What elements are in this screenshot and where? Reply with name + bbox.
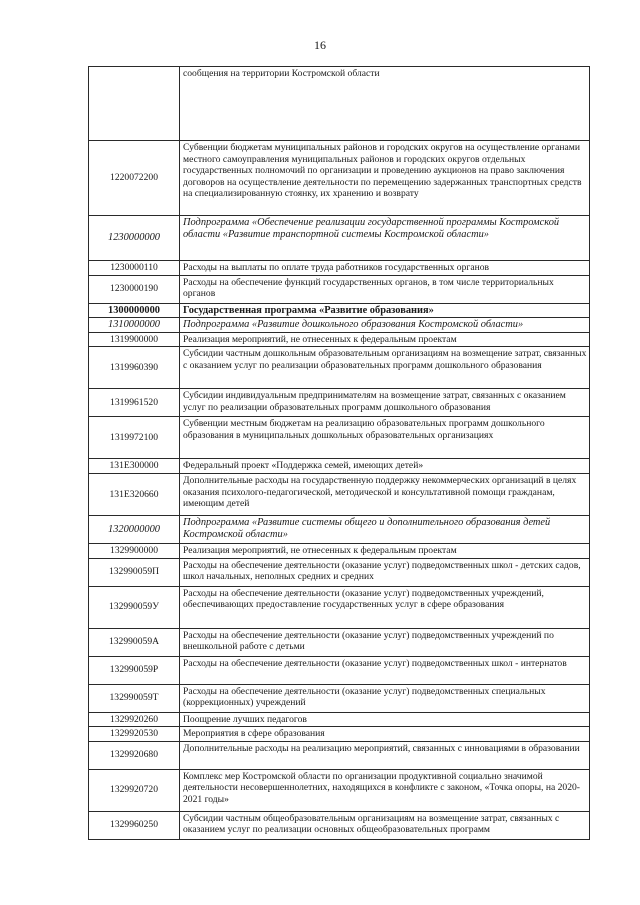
- table-row: [89, 261, 590, 276]
- budget-code-cell: 131Е320660: [89, 473, 180, 515]
- budget-code-cell: 1319961520: [89, 389, 180, 417]
- table-row: [89, 417, 590, 459]
- description-cell: Расходы на выплаты по оплате труда работников государственных органов: [180, 261, 590, 276]
- table-body: [89, 67, 590, 840]
- budget-code-cell: 1319900000: [89, 332, 180, 347]
- description-cell: Государственная программа «Развитие образования»: [180, 303, 590, 318]
- table-row: [89, 473, 590, 515]
- table-row: [89, 586, 590, 628]
- description-cell: Расходы на обеспечение деятельности (оказание услуг) подведомственных специальных (коррекционных) учреждений: [180, 684, 590, 712]
- budget-code-cell: 1329920680: [89, 741, 180, 769]
- budget-code-cell: [89, 67, 180, 141]
- description-cell: Субсидии частным дошкольным образовательным организациям на возмещение затрат, связанных с оказанием услуг по реализации образовательных программ дошкольного образования: [180, 347, 590, 389]
- table-row: [89, 515, 590, 543]
- table-row: [89, 543, 590, 558]
- description-cell: Расходы на обеспечение деятельности (оказание услуг) подведомственных школ - интернатов: [180, 656, 590, 684]
- budget-code-cell: 1300000000: [89, 303, 180, 318]
- table-row: [89, 318, 590, 333]
- budget-code-cell: 1220072200: [89, 141, 180, 216]
- description-cell: Расходы на обеспечение функций государственных органов, в том числе территориальных органов: [180, 275, 590, 303]
- table-row: [89, 275, 590, 303]
- description-cell: Федеральный проект «Поддержка семей, имеющих детей»: [180, 459, 590, 474]
- budget-code-cell: 1230000000: [89, 216, 180, 261]
- table-row: [89, 332, 590, 347]
- description-cell: Подпрограмма «Развитие дошкольного образования Костромской области»: [180, 318, 590, 333]
- description-cell: Расходы на обеспечение деятельности (оказание услуг) подведомственных учреждений по внешкольной работе с детьми: [180, 628, 590, 656]
- budget-code-cell: 1329900000: [89, 543, 180, 558]
- budget-code-cell: 1320000000: [89, 515, 180, 543]
- table-row: [89, 389, 590, 417]
- budget-code-cell: 1310000000: [89, 318, 180, 333]
- table-row: [89, 558, 590, 586]
- table-row: [89, 303, 590, 318]
- budget-code-cell: 131Е300000: [89, 459, 180, 474]
- table-row: [89, 811, 590, 839]
- table-row: [89, 628, 590, 656]
- description-cell: Реализация мероприятий, не отнесенных к федеральным проектам: [180, 332, 590, 347]
- description-cell: Подпрограмма «Развитие системы общего и дополнительного образования детей Костромской области»: [180, 515, 590, 543]
- description-cell: Мероприятия в сфере образования: [180, 727, 590, 742]
- description-cell: Поощрение лучших педагогов: [180, 712, 590, 727]
- budget-code-cell: 132990059П: [89, 558, 180, 586]
- budget-code-cell: 132990059Р: [89, 656, 180, 684]
- table-row: [89, 769, 590, 811]
- table-row: [89, 712, 590, 727]
- budget-code-cell: 132990059У: [89, 586, 180, 628]
- table-row: [89, 727, 590, 742]
- table-row: [89, 741, 590, 769]
- description-cell: Субсидии индивидуальным предпринимателям на возмещение затрат, связанных с оказанием услуг по реализации образовательных программ дошкольного образования: [180, 389, 590, 417]
- description-cell: сообщения на территории Костромской области: [180, 67, 590, 141]
- description-cell: Субвенции местным бюджетам на реализацию образовательных программ дошкольного образования в муниципальных дошкольных образовательных организациях: [180, 417, 590, 459]
- table-row: [89, 216, 590, 261]
- budget-code-cell: 1230000190: [89, 275, 180, 303]
- budget-code-cell: 1329960250: [89, 811, 180, 839]
- description-cell: Комплекс мер Костромской области по организации продуктивной социально значимой деятельности несовершеннолетних, находящихся в конфликте с законом, «Точка опоры, на 2020-2021 годы»: [180, 769, 590, 811]
- budget-code-cell: 1319972100: [89, 417, 180, 459]
- description-cell: Дополнительные расходы на реализацию мероприятий, связанных с инновациями в образовании: [180, 741, 590, 769]
- description-cell: Подпрограмма «Обеспечение реализации государственной программы Костромской области «Развитие транспортной системы Костромской области»: [180, 216, 590, 261]
- description-cell: Расходы на обеспечение деятельности (оказание услуг) подведомственных учреждений, обеспечивающих предоставление государственных услуг в сфере образования: [180, 586, 590, 628]
- description-cell: Реализация мероприятий, не отнесенных к федеральным проектам: [180, 543, 590, 558]
- budget-code-cell: 132990059А: [89, 628, 180, 656]
- description-cell: Дополнительные расходы на государственную поддержку некоммерческих организаций в целях оказания психолого-педагогической, методической и консультативной помощи гражданам, имеющим детей: [180, 473, 590, 515]
- budget-code-cell: 1329920720: [89, 769, 180, 811]
- page-number: 16: [314, 38, 326, 52]
- description-cell: Субсидии частным общеобразовательным организациям на возмещение затрат, связанных с оказанием услуг по реализации основных общеобразовательных программ: [180, 811, 590, 839]
- budget-code-cell: 1329920260: [89, 712, 180, 727]
- budget-code-cell: 1329920530: [89, 727, 180, 742]
- table-row: [89, 141, 590, 216]
- table-row: [89, 684, 590, 712]
- table-row: [89, 459, 590, 474]
- budget-code-cell: 1230000110: [89, 261, 180, 276]
- budget-code-table: [88, 66, 590, 840]
- budget-code-cell: 1319960390: [89, 347, 180, 389]
- table-row: [89, 347, 590, 389]
- table-row: [89, 656, 590, 684]
- description-cell: Расходы на обеспечение деятельности (оказание услуг) подведомственных школ - детских садов, школ начальных, неполных средних и средних: [180, 558, 590, 586]
- budget-code-cell: 132990059Т: [89, 684, 180, 712]
- description-cell: Субвенции бюджетам муниципальных районов и городских округов на осуществление органами местного самоуправления муниципальных районов и городских округов отдельных государственных полномочий по организации и проведению аукционов на право заключения договоров на осуществление деятельности по перемещению задержанных транспортных средств на специализированную стоянку, их хранению и возврату: [180, 141, 590, 216]
- table-row: [89, 67, 590, 141]
